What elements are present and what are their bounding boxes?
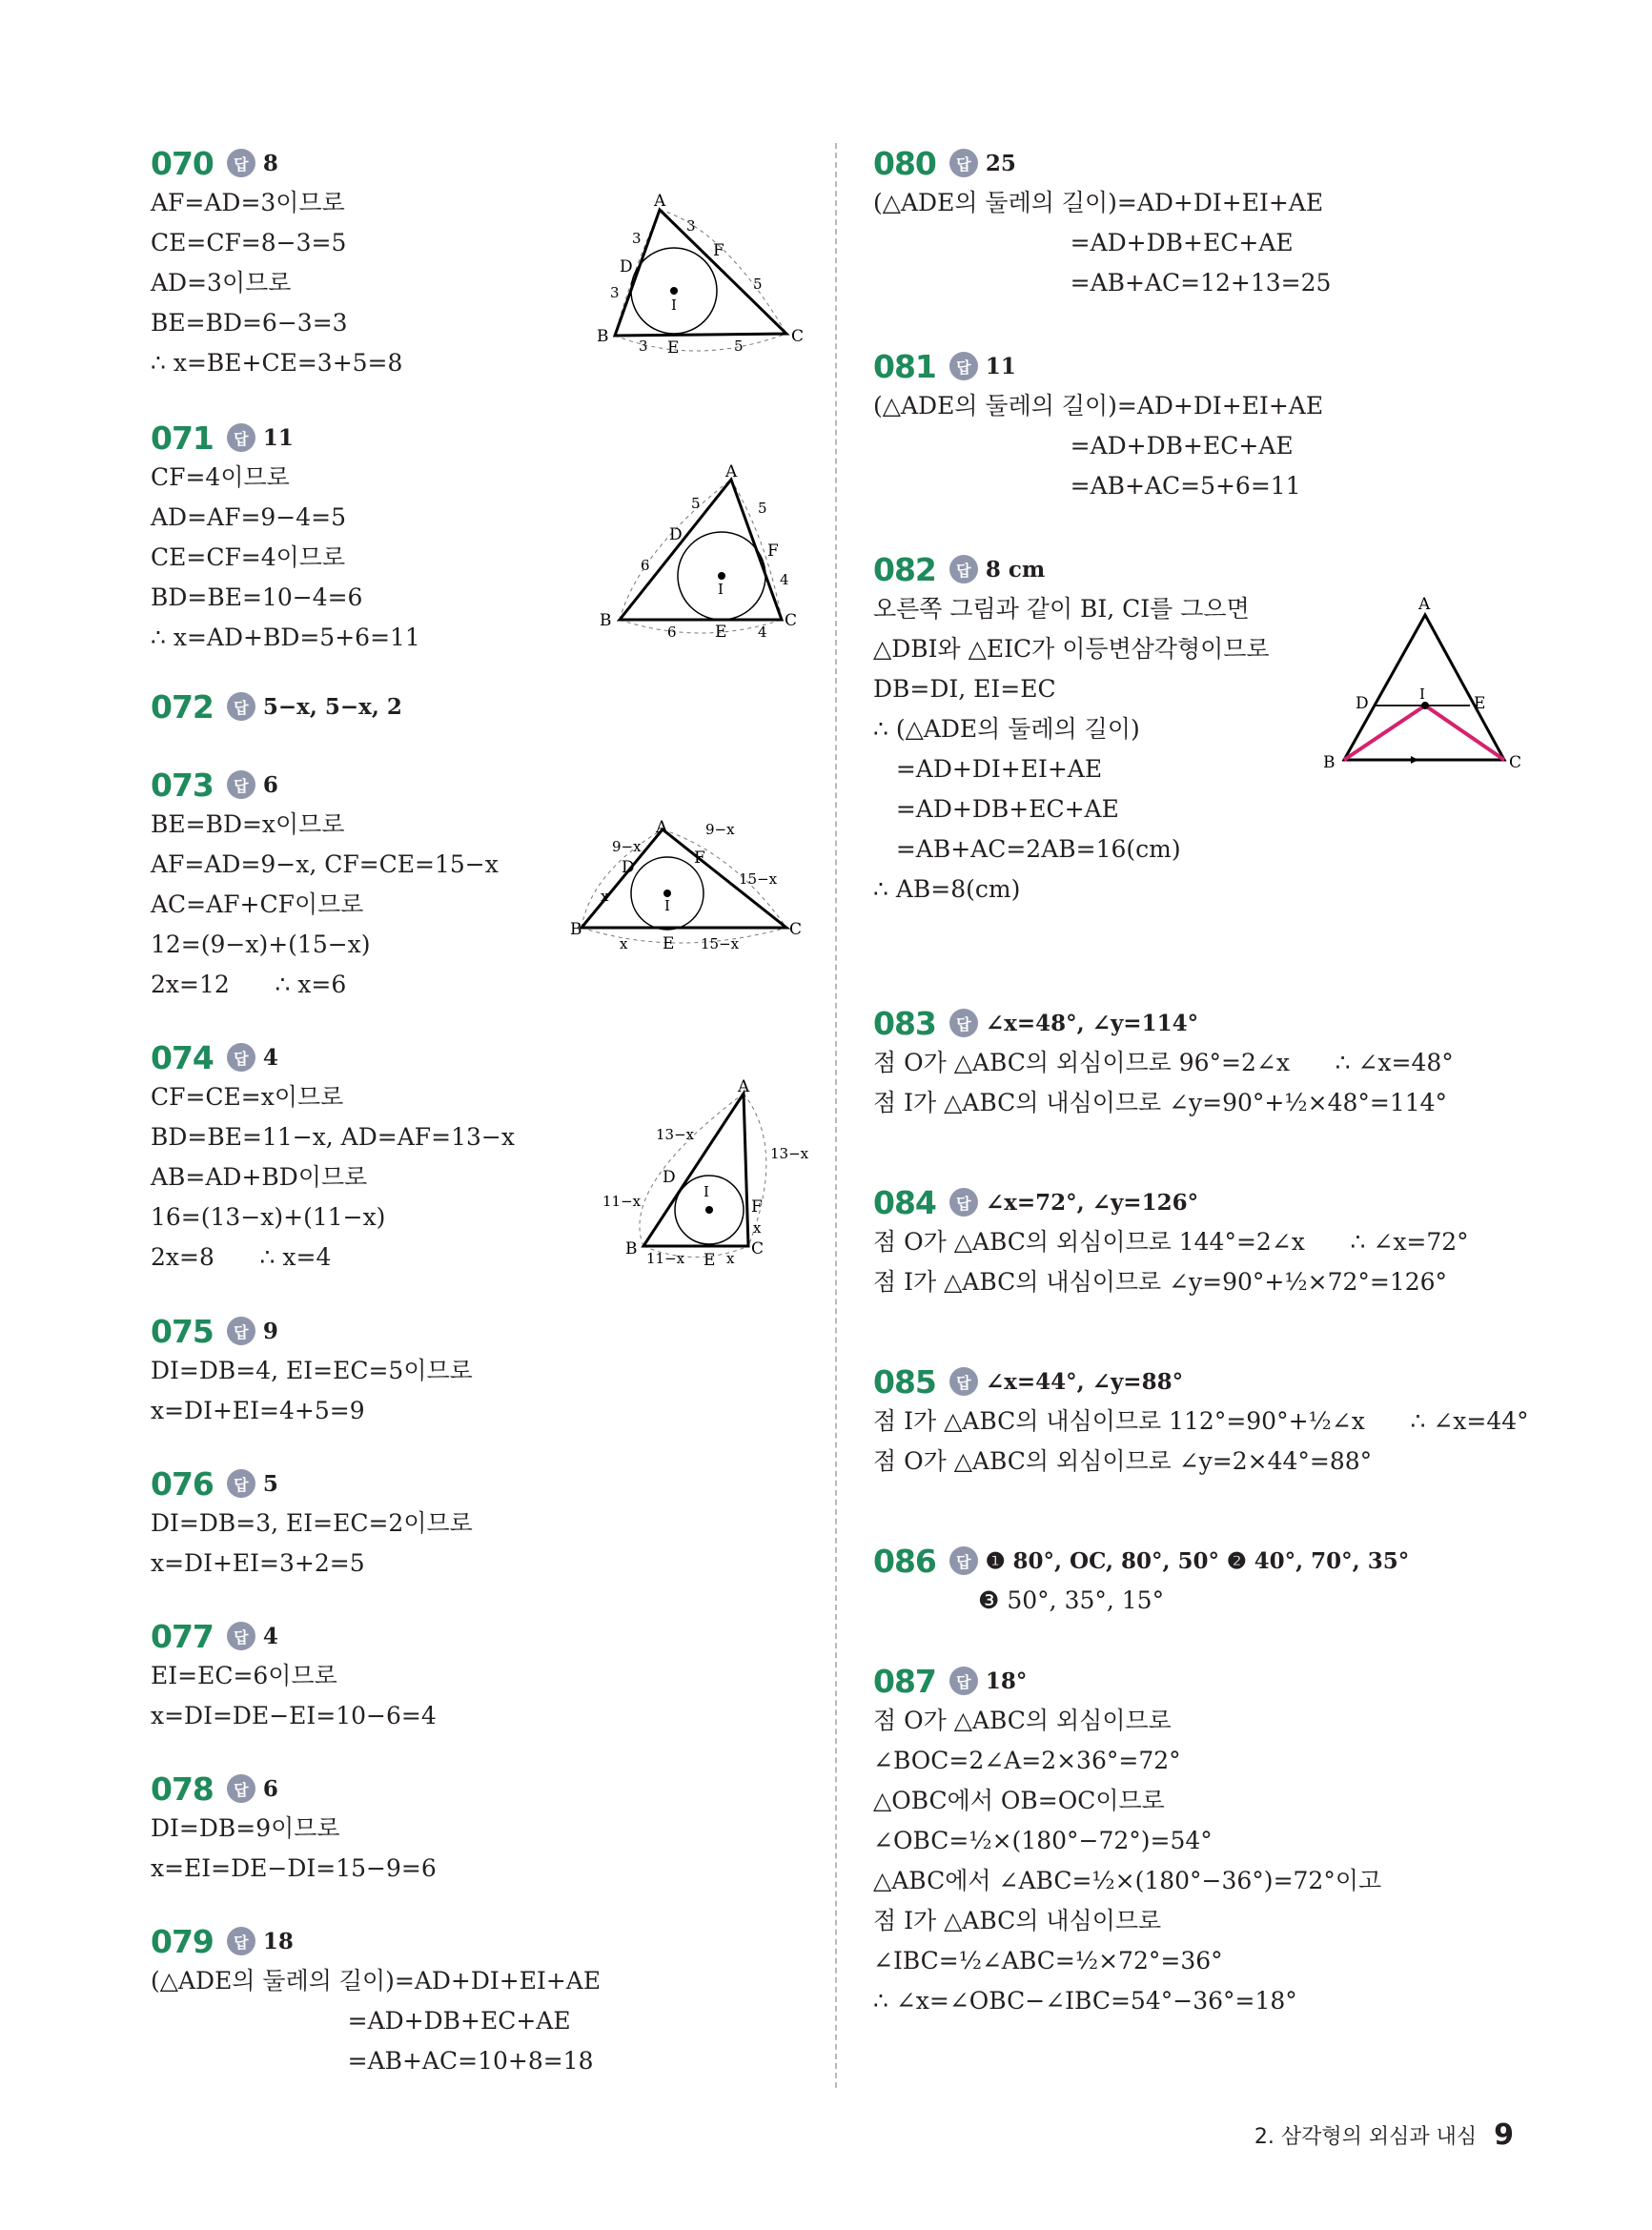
solution-line: △DBI와 △EIC가 이등변삼각형이므로 <box>873 635 1270 663</box>
solution-line: CE=CF=8−3=5 <box>151 229 347 256</box>
solution-line: =AB+AC=5+6=11 <box>873 472 1301 500</box>
fig082-B: B <box>1323 753 1336 772</box>
answer-badge: 답 <box>949 1667 978 1695</box>
problem-085 <box>873 1361 1540 1482</box>
answer-badge: 답 <box>227 1622 255 1650</box>
solution-line: CE=CF=4이므로 <box>151 543 346 571</box>
solution-line: ∠BOC=2∠A=2×36°=72° <box>873 1747 1181 1774</box>
solution-line: =AD+DI+EI+AE <box>873 755 1103 783</box>
problem-number: 079 <box>151 1922 214 1960</box>
solution-line: =AD+DB+EC+AE <box>873 795 1119 823</box>
fig073-l4: x <box>620 935 628 952</box>
solution-line: ∴ x=BE+CE=3+5=8 <box>151 349 403 377</box>
solution-line: DB=DI, EI=EC <box>873 675 1056 703</box>
fig073-C: C <box>789 920 803 939</box>
answer-badge: 답 <box>227 1774 255 1803</box>
problem-number: 072 <box>151 687 214 726</box>
solution-line: 12=(9−x)+(15−x) <box>151 931 371 958</box>
solution-line: 점 O가 △ABC의 외심이므로 96°=2∠x ∴ ∠x=48° <box>873 1049 1454 1076</box>
fig074-l4: 11−x <box>646 1250 685 1267</box>
problem-081 <box>873 346 1540 506</box>
solution-line: ∠IBC=½∠ABC=½×72°=36° <box>873 1947 1223 1974</box>
problem-number: 083 <box>873 1004 936 1042</box>
fig074-A: A <box>738 1077 750 1096</box>
answer-badge: 답 <box>949 1009 978 1037</box>
answer-text: 18° <box>985 1667 1028 1694</box>
fig071-B: B <box>600 611 612 630</box>
fig074-D: D <box>663 1168 676 1187</box>
problem-header <box>151 1616 823 1656</box>
fig073-B: B <box>570 920 582 939</box>
fig070-C: C <box>791 327 805 346</box>
solution-line: 16=(13−x)+(11−x) <box>151 1203 386 1231</box>
page-footer <box>1254 2118 1514 2152</box>
problem-number: 071 <box>151 419 214 457</box>
fig073-l3: x <box>601 888 609 905</box>
answer-badge: 답 <box>227 1469 255 1498</box>
solution-line: DI=DB=4, EI=EC=5이므로 <box>151 1357 473 1384</box>
problem-number: 073 <box>151 766 214 804</box>
fig074-l6: x <box>726 1250 735 1267</box>
answer-text: 25 <box>985 150 1016 176</box>
fig071-l1: 5 <box>691 495 701 512</box>
problem-header <box>151 418 823 458</box>
fig070-A: A <box>654 192 666 211</box>
answer-badge: 답 <box>227 1927 255 1955</box>
problem-header <box>873 1003 1540 1043</box>
fig071-C: C <box>785 611 798 630</box>
fig073-l5: 15−x <box>739 870 778 888</box>
solution-line: =AD+DB+EC+AE <box>873 229 1294 256</box>
problem-number: 087 <box>873 1662 936 1700</box>
figure-071 <box>596 462 815 642</box>
figure-082 <box>1315 596 1535 787</box>
problem-header <box>873 1182 1540 1222</box>
solution-line: AC=AF+CF이므로 <box>151 890 364 918</box>
answer-badge: 답 <box>949 1546 978 1575</box>
figure-074 <box>591 1077 815 1273</box>
fig070-F: F <box>713 241 724 260</box>
fig070-l2: 3 <box>632 230 642 247</box>
fig070-B: B <box>597 327 609 346</box>
answer-badge: 답 <box>227 149 255 177</box>
fig082-C: C <box>1509 753 1522 772</box>
solution-line: DI=DB=9이므로 <box>151 1814 340 1842</box>
answer-text: 5−x, 5−x, 2 <box>262 693 402 720</box>
answer-text: 8 cm <box>985 556 1046 583</box>
answer-text: 11 <box>262 424 294 451</box>
problem-086 <box>873 1541 1540 1621</box>
chapter-title: 2. 삼각형의 외심과 내심 <box>1254 2125 1478 2149</box>
solution-line: x=DI+EI=3+2=5 <box>151 1549 365 1577</box>
fig073-A: A <box>656 818 668 837</box>
fig074-F: F <box>751 1197 763 1217</box>
problem-072 <box>151 686 823 726</box>
answer-badge: 답 <box>227 1043 255 1072</box>
answer-badge: 답 <box>949 1188 978 1217</box>
problem-084 <box>873 1182 1540 1302</box>
fig071-D: D <box>669 525 683 544</box>
solution-line: AF=AD=9−x, CF=CE=15−x <box>151 850 499 878</box>
fig071-l2: 5 <box>758 500 767 517</box>
problem-number: 080 <box>873 144 936 182</box>
answer-badge: 답 <box>227 770 255 799</box>
answer-text: 9 <box>262 1318 278 1344</box>
fig073-l1: 9−x <box>612 838 642 855</box>
solution-line: (△ADE의 둘레의 길이)=AD+DI+EI+AE <box>873 189 1324 216</box>
solution-line: △OBC에서 OB=OC이므로 <box>873 1787 1165 1814</box>
answer-badge: 답 <box>949 352 978 380</box>
problem-number: 084 <box>873 1183 936 1221</box>
answer-text: 6 <box>262 771 278 798</box>
solution-line: ❸ 50°, 35°, 15° <box>978 1586 1165 1614</box>
answer-text: 6 <box>262 1775 278 1802</box>
fig073-l6: 15−x <box>701 935 740 952</box>
solution-line: CF=CE=x이므로 <box>151 1083 344 1111</box>
problem-number: 077 <box>151 1617 214 1655</box>
problem-header <box>873 1361 1540 1401</box>
problem-header <box>873 346 1540 386</box>
problem-header <box>873 143 1540 183</box>
problem-number: 081 <box>873 347 936 385</box>
answer-text: ∠x=72°, ∠y=126° <box>985 1189 1199 1216</box>
solution-line: BD=BE=11−x, AD=AF=13−x <box>151 1123 515 1151</box>
fig074-E: E <box>704 1251 716 1270</box>
solution-line: CF=4이므로 <box>151 463 290 491</box>
solution-line: 점 O가 △ABC의 외심이므로 144°=2∠x ∴ ∠x=72° <box>873 1228 1469 1256</box>
problem-number: 078 <box>151 1770 214 1808</box>
fig074-B: B <box>625 1239 638 1258</box>
problem-076 <box>151 1463 823 1584</box>
fig071-l3: 6 <box>641 557 650 574</box>
problem-header <box>151 1463 823 1504</box>
solution-line: 2x=12 ∴ x=6 <box>151 971 347 998</box>
answer-badge: 답 <box>949 1367 978 1396</box>
fig073-D: D <box>622 858 635 877</box>
solution-line: (△ADE의 둘레의 길이)=AD+DI+EI+AE <box>873 392 1324 419</box>
problem-header <box>151 1921 823 1961</box>
fig071-l6: 4 <box>758 624 767 641</box>
fig071-I: I <box>718 581 724 598</box>
solution-line: AD=AF=9−4=5 <box>151 503 347 531</box>
answer-text: 4 <box>262 1044 278 1071</box>
problem-header <box>151 686 823 726</box>
answer-badge: 답 <box>227 692 255 721</box>
solution-line: ∴ x=AD+BD=5+6=11 <box>151 624 420 651</box>
answer-text: ∠x=48°, ∠y=114° <box>985 1010 1199 1036</box>
fig070-l1: 3 <box>686 217 696 235</box>
solution-line: =AD+DB+EC+AE <box>873 432 1294 460</box>
fig070-l6: 5 <box>734 338 744 355</box>
fig071-l5: 4 <box>780 571 789 588</box>
problem-number: 085 <box>873 1362 936 1401</box>
solution-line: AD=3이므로 <box>151 269 292 297</box>
fig074-l1: 13−x <box>656 1126 695 1143</box>
fig071-l4: 6 <box>667 624 677 641</box>
problem-header <box>151 1311 823 1351</box>
problem-header <box>151 143 823 183</box>
solution-line: BE=BD=6−3=3 <box>151 309 348 337</box>
answer-text: 11 <box>985 353 1016 379</box>
answer-text: ❶ 80°, OC, 80°, 50° ❷ 40°, 70°, 35° <box>985 1547 1410 1574</box>
problem-079 <box>151 1921 823 2081</box>
solution-line: 2x=8 ∴ x=4 <box>151 1243 332 1271</box>
figure-070 <box>591 191 810 362</box>
problem-header <box>873 549 1540 589</box>
fig070-l3: 3 <box>610 284 620 301</box>
answer-text: ∠x=44°, ∠y=88° <box>985 1368 1184 1395</box>
solution-line: △ABC에서 ∠ABC=½×(180°−36°)=72°이고 <box>873 1867 1382 1894</box>
solution-line: =AB+AC=12+13=25 <box>873 269 1332 297</box>
fig073-E: E <box>663 934 675 953</box>
solution-line: x=DI=DE−EI=10−6=4 <box>151 1702 437 1729</box>
problem-header <box>873 1541 1540 1581</box>
fig070-I: I <box>671 297 677 314</box>
fig071-F: F <box>767 542 779 561</box>
solution-line: 오른쪽 그림과 같이 BI, CI를 그으면 <box>873 595 1250 623</box>
fig073-F: F <box>694 849 705 868</box>
problem-080 <box>873 143 1540 303</box>
solution-line: 점 I가 △ABC의 내심이므로 ∠y=90°+½×48°=114° <box>873 1089 1448 1116</box>
solution-line: AF=AD=3이므로 <box>151 189 345 216</box>
solution-line: =AD+DB+EC+AE <box>151 2007 571 2035</box>
problem-header <box>151 765 823 805</box>
solution-line: BD=BE=10−4=6 <box>151 583 363 611</box>
answer-text: 5 <box>262 1470 278 1497</box>
problem-077 <box>151 1616 823 1736</box>
fig074-I: I <box>704 1183 709 1200</box>
answer-text: 4 <box>262 1623 278 1649</box>
solution-line: 점 I가 △ABC의 내심이므로 <box>873 1907 1162 1934</box>
fig073-l2: 9−x <box>705 821 735 838</box>
problem-number: 076 <box>151 1464 214 1503</box>
problem-number: 074 <box>151 1038 214 1076</box>
solution-line: ∴ (△ADE의 둘레의 길이) <box>873 715 1140 743</box>
solution-line: DI=DB=3, EI=EC=2이므로 <box>151 1509 473 1537</box>
solution-line: BE=BD=x이므로 <box>151 810 345 838</box>
solution-line: 점 I가 △ABC의 내심이므로 ∠y=90°+½×72°=126° <box>873 1268 1448 1296</box>
answer-text: 8 <box>262 150 278 176</box>
answer-badge: 답 <box>949 149 978 177</box>
fig071-A: A <box>725 462 738 481</box>
answer-badge: 답 <box>227 1317 255 1345</box>
problem-number: 082 <box>873 550 936 588</box>
fig082-A: A <box>1418 595 1431 614</box>
solution-line: x=DI+EI=4+5=9 <box>151 1397 365 1424</box>
figure-073 <box>572 815 810 958</box>
fig082-E: E <box>1474 694 1486 713</box>
fig074-l3: 11−x <box>602 1193 642 1210</box>
solution-line: ∴ ∠x=∠OBC−∠IBC=54°−36°=18° <box>873 1987 1297 2015</box>
problem-078 <box>151 1769 823 1889</box>
fig070-l4: 3 <box>639 338 648 355</box>
fig074-l2: 13−x <box>770 1145 809 1162</box>
problem-number: 086 <box>873 1542 936 1580</box>
column-divider <box>835 143 837 2088</box>
solution-line: ∴ AB=8(cm) <box>873 875 1021 903</box>
solution-line: 점 I가 △ABC의 내심이므로 112°=90°+½∠x ∴ ∠x=44° <box>873 1407 1529 1435</box>
fig070-E: E <box>667 338 680 358</box>
problem-header <box>151 1037 823 1077</box>
fig071-E: E <box>715 623 727 642</box>
answer-badge: 답 <box>949 555 978 583</box>
solution-line: EI=EC=6이므로 <box>151 1662 337 1689</box>
page-number: 9 <box>1494 2118 1514 2152</box>
fig074-l5: x <box>753 1219 762 1237</box>
fig082-I: I <box>1419 685 1425 703</box>
fig070-D: D <box>620 257 633 276</box>
solution-line: AB=AD+BD이므로 <box>151 1163 368 1191</box>
fig074-C: C <box>751 1239 765 1258</box>
solution-line: x=EI=DE−DI=15−9=6 <box>151 1854 437 1882</box>
problem-number: 075 <box>151 1312 214 1350</box>
problem-header <box>873 1661 1540 1701</box>
problem-075 <box>151 1311 823 1431</box>
problem-083 <box>873 1003 1540 1123</box>
solution-line: 점 O가 △ABC의 외심이므로 <box>873 1707 1172 1734</box>
answer-text: 18 <box>262 1928 294 1954</box>
fig070-l5: 5 <box>753 276 763 293</box>
problem-number: 070 <box>151 144 214 182</box>
solution-line: =AB+AC=10+8=18 <box>151 2047 594 2075</box>
fig082-D: D <box>1356 694 1369 713</box>
fig073-I: I <box>664 897 670 914</box>
solution-line: (△ADE의 둘레의 길이)=AD+DI+EI+AE <box>151 1967 602 1995</box>
solution-line: =AB+AC=2AB=16(cm) <box>873 835 1181 863</box>
problem-087 <box>873 1661 1540 2021</box>
problem-header <box>151 1769 823 1809</box>
solution-line: ∠OBC=½×(180°−72°)=54° <box>873 1827 1213 1854</box>
solution-line: 점 O가 △ABC의 외심이므로 ∠y=2×44°=88° <box>873 1447 1373 1475</box>
answer-badge: 답 <box>227 423 255 452</box>
